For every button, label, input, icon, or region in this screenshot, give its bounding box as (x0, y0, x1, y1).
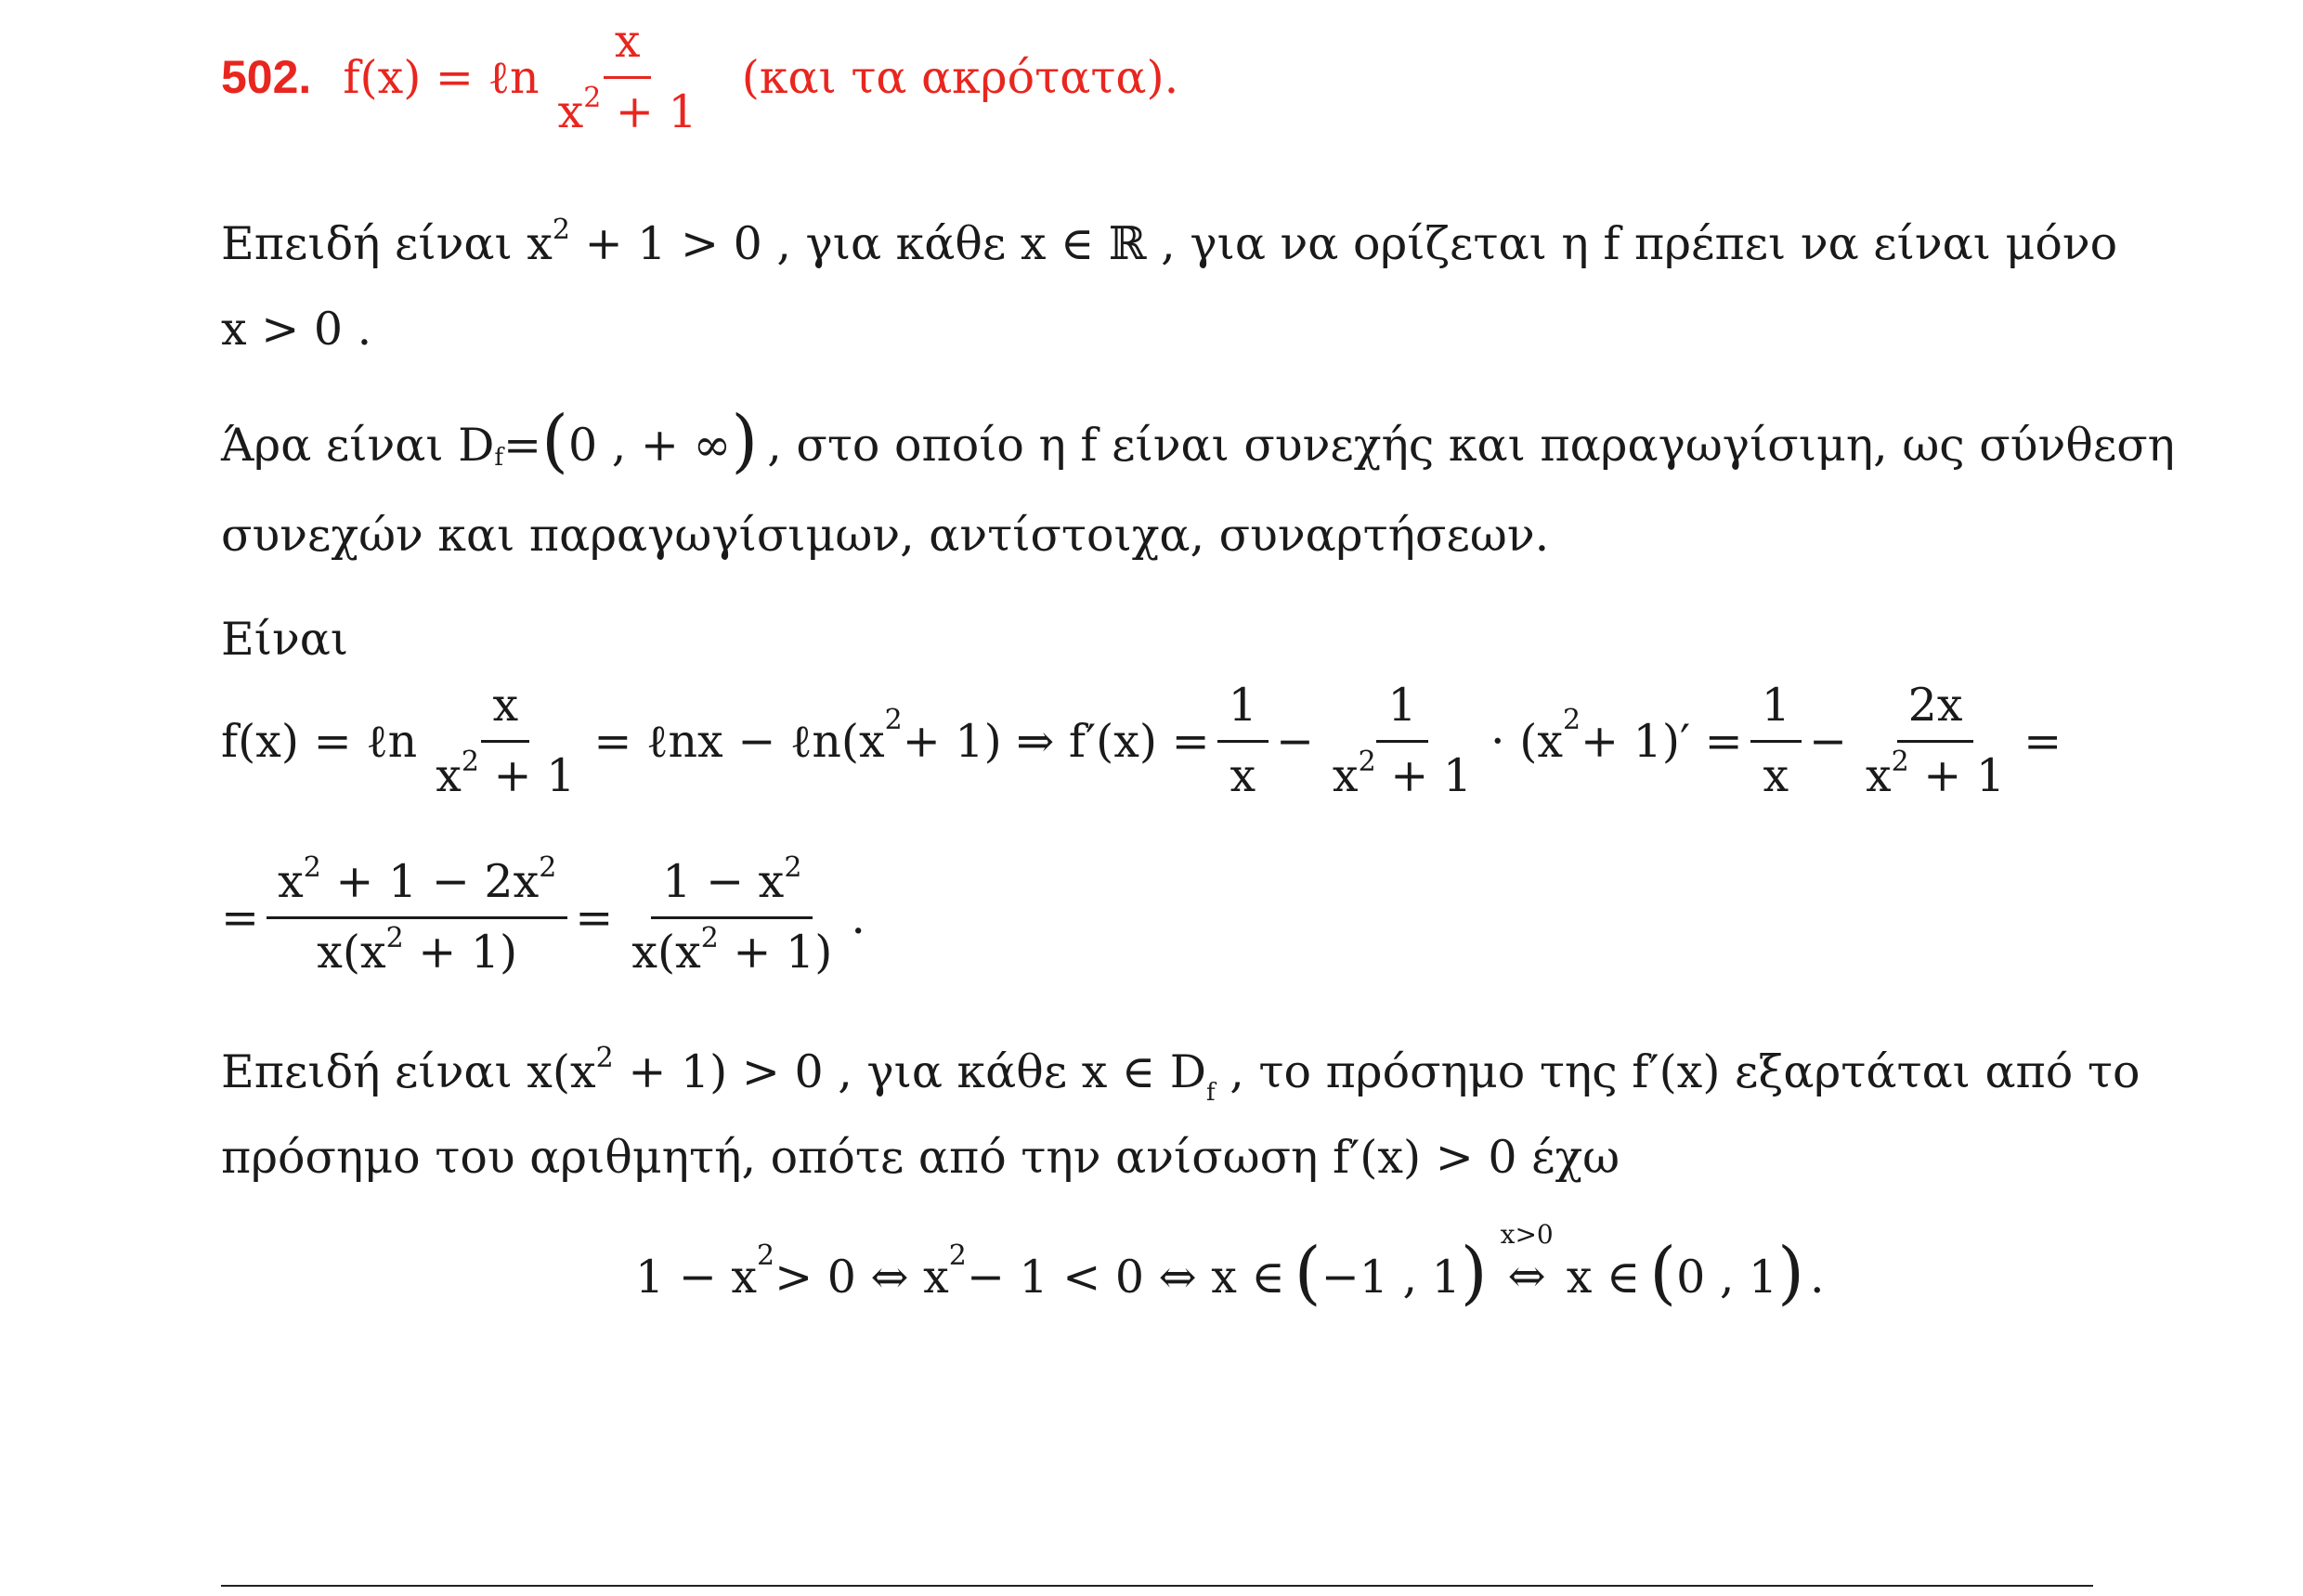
domain-statement-line2: συνεχών και παραγωγίσιμων, αντίστοιχα, συναρτήσεων. (221, 509, 1550, 562)
derivative-equation-line2: = $\frac{x^2 + 1 - 2x^2}{x(x^2 + 1)}$ = $\frac{1 - x^2}{x(x^2 + 1)}$ . (221, 851, 865, 979)
conditional-equivalence: x>0 ⇔ (1500, 1218, 1554, 1303)
domain-statement-line1: Άρα είναι D f = ( 0 , + ∞ ) , στο οποίο η f είναι συνεχής και παραγωγίσιμη, ως σύνθεση (221, 401, 2176, 481)
problem-function-fraction (547, 16, 709, 138)
inequality-solution: 1 − x 2 > 0 ⇔ x 2 − 1 < 0 ⇔ x ∈ ( −1 , 1 ) x>0 ⇔ x ∈ ( 0 , 1 ) . (635, 1218, 1825, 1313)
fraction: $\frac{2x}{x^2 + 1}$ (1865, 679, 2006, 802)
domain-condition-line2: x > 0 . (221, 303, 372, 356)
derivative-equation-line1: f(x) = ℓn $\frac{x}{x^2 + 1}$ = ℓnx − ℓn(x 2 + 1) ⇒ f′(x) = $\frac{1}{x}$ − $\frac{1}{x^2 + 1}$ · (x 2 + 1)′ = $\frac{1}{x}$ − $\frac{2x}{x^2 + 1}$ = (221, 679, 2062, 802)
problem-note: (και τα ακρότατα). (741, 50, 1179, 104)
fraction: $\frac{x^2 + 1 - 2x^2}{x(x^2 + 1)}$ (267, 856, 567, 979)
sign-analysis-line1: Επειδή είναι $x(x^2 + 1) > 0$ , για κάθε x ∈ $D_f$ , το πρόσημο της f′(x) εξαρτάται από το (221, 1042, 2140, 1107)
derivative-intro: Είναι (221, 613, 349, 666)
fraction-numerator: x (604, 16, 652, 78)
page-footer-rule (221, 1585, 2093, 1587)
problem-function-lhs: f(x) = ℓn (343, 50, 540, 104)
problem-header (221, 15, 1179, 138)
fraction: $\frac{1}{x}$ (1217, 680, 1269, 802)
sign-analysis-line2: πρόσημο του αριθμητή, οπότε από την ανίσωση f′(x) > 0 έχω (221, 1131, 1620, 1184)
fraction: $\frac{1}{x^2 + 1}$ (1332, 679, 1473, 802)
fraction: $\frac{1}{x}$ (1750, 680, 1802, 802)
fraction-denominator: $x^2 + 1$ (557, 81, 697, 138)
problem-number: 502. (221, 51, 312, 103)
fraction: $\frac{1 - x^2}{x(x^2 + 1)}$ (631, 851, 833, 979)
domain-condition-line1: Επειδή είναι $x^2 + 1 > 0$ , για κάθε x ∈ ℝ , για να ορίζεται η f πρέπει να είναι μόνο (221, 214, 2118, 270)
fraction: $\frac{x}{x^2 + 1}$ (436, 679, 576, 802)
